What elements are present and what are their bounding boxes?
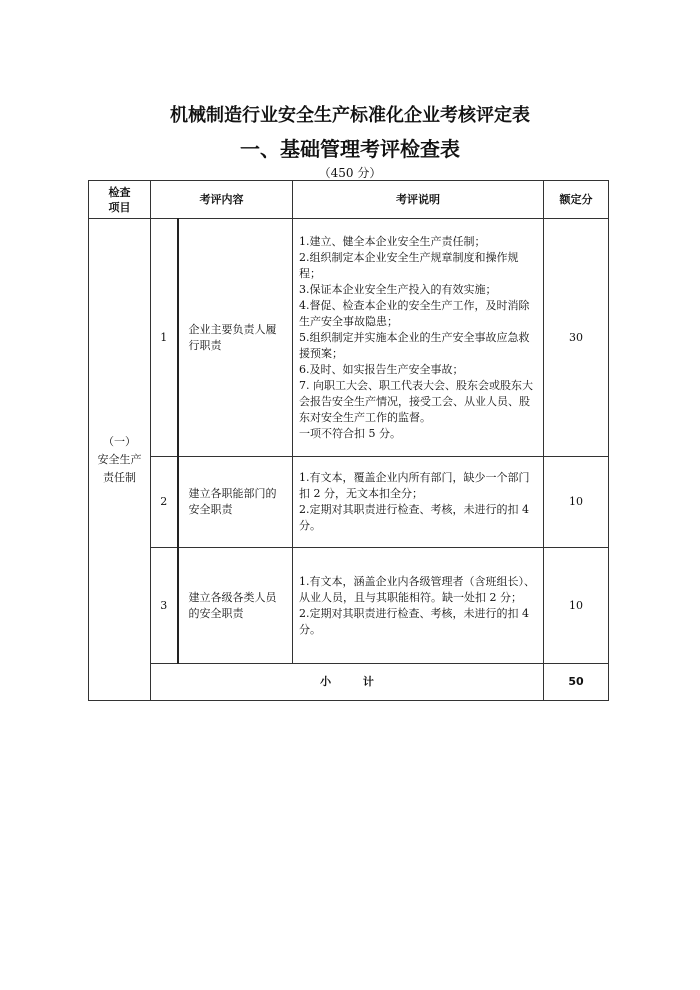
row-number: 1 <box>151 219 178 457</box>
row-content: 建立各级各类人员的安全职责 <box>178 548 293 664</box>
row-description <box>293 219 544 457</box>
description-line: 7. 向职工大会、职工代表大会、股东会或股东大会报告安全生产情况，接受工会、从业人员、股东对安全生产工作的监督。 <box>299 378 533 424</box>
row-points: 10 <box>544 548 609 664</box>
header-content: 考评内容 <box>151 181 293 219</box>
row-content: 建立各职能部门的安全职责 <box>178 457 293 548</box>
category-cell: （一） 安全生产 责任制 <box>89 219 151 701</box>
assessment-table <box>88 180 609 701</box>
description-line: 6.及时、如实报告生产安全事故； <box>299 362 464 376</box>
description-line: 2.定期对其职责进行检查、考核，未进行的扣 4 分。 <box>299 606 529 636</box>
row-content: 企业主要负责人履行职责 <box>178 219 293 457</box>
section-title: 一、基础管理考评检查表 <box>240 137 460 161</box>
description-line: 1.有文本，涵盖企业内各级管理者（含班组长）、从业人员，且与其职能相符。缺一处扣 2 分； <box>299 574 535 604</box>
total-score: （450 分） <box>318 166 382 180</box>
header-points: 额定分 <box>544 181 609 219</box>
row-points: 30 <box>544 219 609 457</box>
row-points: 10 <box>544 457 609 548</box>
description-line: 1.有文本，覆盖企业内所有部门，缺少一个部门扣 2 分，无文本扣全分； <box>299 471 530 500</box>
description-line: 3.保证本企业安全生产投入的有效实施； <box>299 282 497 296</box>
subtotal-label-text: 小 计 <box>320 675 374 688</box>
table-row <box>89 548 609 664</box>
description-line: 4.督促、检查本企业的安全生产工作，及时消除生产安全事故隐患； <box>299 298 530 328</box>
subtotal-row <box>89 664 609 701</box>
header-category: 检查 项目 <box>89 181 151 219</box>
document-title: 机械制造行业安全生产标准化企业考核评定表 <box>170 105 530 126</box>
row-number: 3 <box>151 548 178 664</box>
subtotal-points: 50 <box>544 664 609 701</box>
description-line: 一项不符合扣 5 分。 <box>299 426 401 440</box>
table-row <box>89 219 609 457</box>
header-description: 考评说明 <box>293 181 544 219</box>
description-line: 2.定期对其职责进行检查、考核，未进行的扣 4 分。 <box>299 503 529 532</box>
row-description <box>293 548 544 664</box>
table-header-row <box>89 181 609 219</box>
description-line: 5.组织制定并实施本企业的生产安全事故应急救援预案； <box>299 330 530 360</box>
row-number: 2 <box>151 457 178 548</box>
description-line: 1.建立、健全本企业安全生产责任制； <box>299 234 486 248</box>
subtotal-label <box>151 664 544 701</box>
row-description <box>293 457 544 548</box>
description-line: 2.组织制定本企业安全生产规章制度和操作规程； <box>299 250 519 280</box>
table-row <box>89 457 609 548</box>
